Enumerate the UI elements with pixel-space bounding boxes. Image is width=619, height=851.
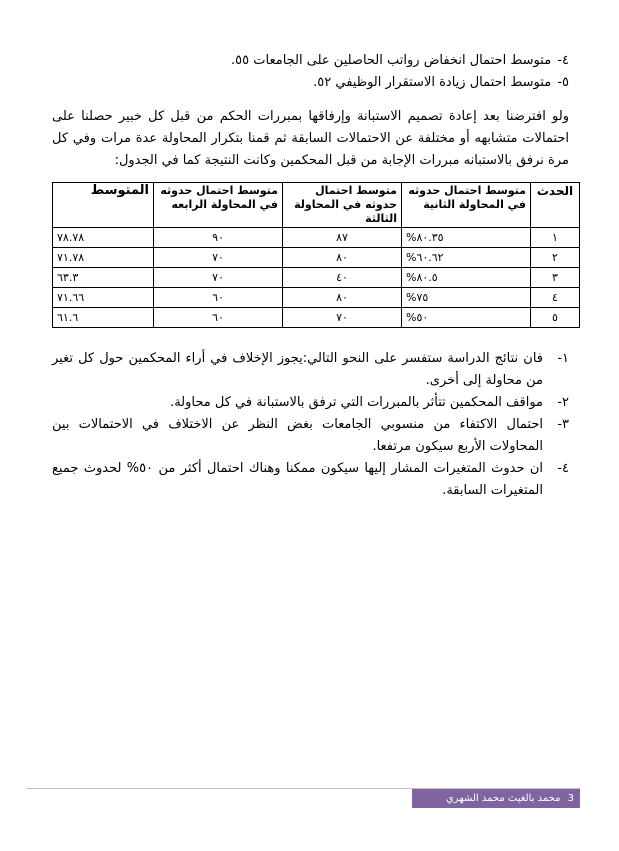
list-item-number: ٢- — [557, 395, 569, 410]
cell-second: ٨٠.٥% — [402, 268, 531, 288]
cell-third: ٨٠ — [283, 288, 402, 308]
list-item — [52, 458, 569, 502]
cell-fourth: ٧٠ — [154, 268, 283, 288]
list-item-text: احتمال الاكتفاء من منسوبي الجامعات بغض النظر عن الاختلاف في الاحتمالات بين المحاولات الأربع سيكون مرتفعا. — [52, 417, 543, 454]
table-header-row — [53, 183, 580, 228]
header-second-attempt: متوسط احتمال حدوثه في المحاولة الثانية — [402, 183, 531, 228]
cell-event: ٢ — [531, 248, 580, 268]
list-item-number: ٥- — [557, 75, 569, 90]
list-item — [52, 414, 569, 458]
header-event: الحدث — [531, 183, 580, 228]
table-row — [53, 268, 580, 288]
cell-third: ٧٠ — [283, 308, 402, 328]
body-paragraph: ولو افترضنا بعد إعادة تصميم الاستبانة وإرفاقها بمبررات الحكم من قبل كل خبير حصلنا على احتمالات متشابهه أو مختلفة عن الاحتمالات السابقة ثم قمنا بتكرار المحاولة عدة مرات وفي كل مرة نرفق بالاستبانه مبررات الإجابة من قبل المحكمين وكانت النتيجة كما في الجدول: — [52, 109, 569, 168]
cell-third: ٨٠ — [283, 248, 402, 268]
cell-event: ١ — [531, 228, 580, 248]
list-item-text: متوسط احتمال زيادة الاستقرار الوظيفي ٥٢. — [313, 75, 552, 90]
list-item — [69, 50, 569, 72]
list-item-text: مواقف المحكمين تتأثر بالمبررات التي ترفق بالاستبانة في كل محاولة. — [170, 395, 543, 410]
cell-fourth: ٧٠ — [154, 248, 283, 268]
header-fourth-attempt: متوسط احتمال حدوثه في المحاولة الرابعه — [154, 183, 283, 228]
cell-average: ٦٣.٣ — [53, 268, 154, 288]
table-row — [53, 248, 580, 268]
list-item-number: ٤- — [557, 53, 569, 68]
list-item-number: ٤- — [557, 461, 569, 476]
list-item-text: متوسط احتمال انخفاض رواتب الحاصلين على الجامعات ٥٥. — [231, 53, 552, 68]
cell-average: ٦١.٦ — [53, 308, 154, 328]
cell-second: ٧٥% — [402, 288, 531, 308]
cell-fourth: ٩٠ — [154, 228, 283, 248]
cell-fourth: ٦٠ — [154, 308, 283, 328]
cell-event: ٤ — [531, 288, 580, 308]
conclusions-list — [52, 348, 569, 502]
list-item — [69, 72, 569, 94]
cell-average: ٧٨.٧٨ — [53, 228, 154, 248]
table-row — [53, 288, 580, 308]
page-footer — [412, 789, 580, 808]
cell-event: ٥ — [531, 308, 580, 328]
list-item — [52, 348, 569, 392]
top-numbered-list — [69, 50, 569, 94]
results-table — [52, 182, 580, 328]
table-row — [53, 308, 580, 328]
cell-third: ٤٠ — [283, 268, 402, 288]
cell-average: ٧١.٧٨ — [53, 248, 154, 268]
cell-fourth: ٦٠ — [154, 288, 283, 308]
list-item-text: ان حدوث المتغيرات المشار إليها سيكون ممكنا وهناك احتمال أكثر من ٥٠% لحدوث جميع المتغيرات السابقة. — [52, 461, 544, 498]
cell-third: ٨٧ — [283, 228, 402, 248]
cell-second: ٨٠.٣٥% — [402, 228, 531, 248]
table-row — [53, 228, 580, 248]
header-average: المتوسط — [53, 183, 154, 228]
page-number: 3 — [567, 793, 574, 804]
list-item-number: ٣- — [557, 417, 569, 432]
cell-average: ٧١.٦٦ — [53, 288, 154, 308]
cell-second: ٥٠% — [402, 308, 531, 328]
header-third-attempt: متوسط احتمال حدوثه في المحاولة الثالثة — [283, 183, 402, 228]
cell-second: ٦٠.٦٢% — [402, 248, 531, 268]
cell-event: ٣ — [531, 268, 580, 288]
list-item — [52, 392, 569, 414]
list-item-text: فان نتائج الدراسة ستفسر على النحو التالي:يجوز الإخلاف في أراء المحكمين حول كل تغير من محاولة إلى أخرى. — [52, 351, 543, 388]
list-item-number: ١- — [557, 351, 569, 366]
footer-author: محمد بالغيث محمد الشهري — [445, 793, 561, 804]
